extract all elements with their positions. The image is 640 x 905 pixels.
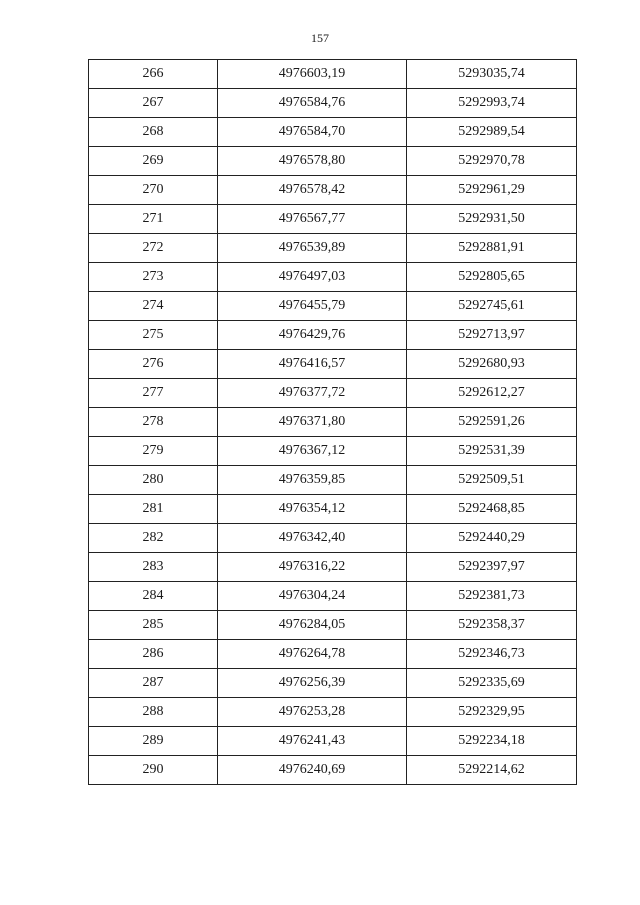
y-coordinate-cell: 5292961,29	[407, 176, 577, 205]
table-row	[89, 466, 577, 495]
point-number-cell: 286	[89, 640, 218, 669]
x-coordinate-cell: 4976359,85	[218, 466, 407, 495]
y-coordinate-cell: 5292468,85	[407, 495, 577, 524]
point-number-cell: 283	[89, 553, 218, 582]
y-coordinate-cell: 5292805,65	[407, 263, 577, 292]
x-coordinate-cell: 4976256,39	[218, 669, 407, 698]
y-coordinate-cell: 5292358,37	[407, 611, 577, 640]
point-number-cell: 269	[89, 147, 218, 176]
point-number-cell: 268	[89, 118, 218, 147]
x-coordinate-cell: 4976284,05	[218, 611, 407, 640]
table-row	[89, 408, 577, 437]
y-coordinate-cell: 5292993,74	[407, 89, 577, 118]
point-number-cell: 279	[89, 437, 218, 466]
point-number-cell: 274	[89, 292, 218, 321]
y-coordinate-cell: 5292989,54	[407, 118, 577, 147]
y-coordinate-cell: 5292745,61	[407, 292, 577, 321]
point-number-cell: 285	[89, 611, 218, 640]
x-coordinate-cell: 4976304,24	[218, 582, 407, 611]
y-coordinate-cell: 5292881,91	[407, 234, 577, 263]
point-number-cell: 282	[89, 524, 218, 553]
coordinates-table-body	[89, 60, 577, 785]
x-coordinate-cell: 4976240,69	[218, 756, 407, 785]
y-coordinate-cell: 5292612,27	[407, 379, 577, 408]
point-number-cell: 270	[89, 176, 218, 205]
point-number-cell: 271	[89, 205, 218, 234]
table-row	[89, 727, 577, 756]
point-number-cell: 278	[89, 408, 218, 437]
point-number-cell: 276	[89, 350, 218, 379]
table-row	[89, 89, 577, 118]
point-number-cell: 267	[89, 89, 218, 118]
table-row	[89, 118, 577, 147]
point-number-cell: 287	[89, 669, 218, 698]
page-number: 157	[311, 31, 329, 45]
x-coordinate-cell: 4976455,79	[218, 292, 407, 321]
table-row	[89, 263, 577, 292]
table-row	[89, 640, 577, 669]
x-coordinate-cell: 4976584,70	[218, 118, 407, 147]
y-coordinate-cell: 5292214,62	[407, 756, 577, 785]
y-coordinate-cell: 5292397,97	[407, 553, 577, 582]
table-row	[89, 60, 577, 89]
table-row	[89, 176, 577, 205]
y-coordinate-cell: 5293035,74	[407, 60, 577, 89]
y-coordinate-cell: 5292931,50	[407, 205, 577, 234]
point-number-cell: 277	[89, 379, 218, 408]
y-coordinate-cell: 5292713,97	[407, 321, 577, 350]
x-coordinate-cell: 4976367,12	[218, 437, 407, 466]
y-coordinate-cell: 5292335,69	[407, 669, 577, 698]
x-coordinate-cell: 4976578,80	[218, 147, 407, 176]
y-coordinate-cell: 5292381,73	[407, 582, 577, 611]
y-coordinate-cell: 5292591,26	[407, 408, 577, 437]
point-number-cell: 272	[89, 234, 218, 263]
table-row	[89, 437, 577, 466]
table-row	[89, 524, 577, 553]
point-number-cell: 266	[89, 60, 218, 89]
table-row	[89, 698, 577, 727]
x-coordinate-cell: 4976241,43	[218, 727, 407, 756]
x-coordinate-cell: 4976371,80	[218, 408, 407, 437]
table-row	[89, 321, 577, 350]
point-number-cell: 288	[89, 698, 218, 727]
point-number-cell: 290	[89, 756, 218, 785]
x-coordinate-cell: 4976316,22	[218, 553, 407, 582]
table-row	[89, 669, 577, 698]
x-coordinate-cell: 4976584,76	[218, 89, 407, 118]
y-coordinate-cell: 5292531,39	[407, 437, 577, 466]
x-coordinate-cell: 4976539,89	[218, 234, 407, 263]
table-row	[89, 553, 577, 582]
y-coordinate-cell: 5292329,95	[407, 698, 577, 727]
point-number-cell: 275	[89, 321, 218, 350]
x-coordinate-cell: 4976342,40	[218, 524, 407, 553]
table-row	[89, 379, 577, 408]
table-row	[89, 205, 577, 234]
point-number-cell: 289	[89, 727, 218, 756]
x-coordinate-cell: 4976264,78	[218, 640, 407, 669]
coordinates-table	[88, 59, 577, 785]
y-coordinate-cell: 5292680,93	[407, 350, 577, 379]
x-coordinate-cell: 4976497,03	[218, 263, 407, 292]
table-row	[89, 350, 577, 379]
table-row	[89, 611, 577, 640]
table-row	[89, 292, 577, 321]
y-coordinate-cell: 5292346,73	[407, 640, 577, 669]
point-number-cell: 281	[89, 495, 218, 524]
table-row	[89, 756, 577, 785]
x-coordinate-cell: 4976377,72	[218, 379, 407, 408]
x-coordinate-cell: 4976253,28	[218, 698, 407, 727]
x-coordinate-cell: 4976567,77	[218, 205, 407, 234]
point-number-cell: 284	[89, 582, 218, 611]
table-row	[89, 495, 577, 524]
point-number-cell: 280	[89, 466, 218, 495]
table-row	[89, 582, 577, 611]
y-coordinate-cell: 5292509,51	[407, 466, 577, 495]
y-coordinate-cell: 5292440,29	[407, 524, 577, 553]
x-coordinate-cell: 4976578,42	[218, 176, 407, 205]
point-number-cell: 273	[89, 263, 218, 292]
x-coordinate-cell: 4976416,57	[218, 350, 407, 379]
table-row	[89, 234, 577, 263]
y-coordinate-cell: 5292970,78	[407, 147, 577, 176]
x-coordinate-cell: 4976429,76	[218, 321, 407, 350]
table-row	[89, 147, 577, 176]
x-coordinate-cell: 4976603,19	[218, 60, 407, 89]
x-coordinate-cell: 4976354,12	[218, 495, 407, 524]
y-coordinate-cell: 5292234,18	[407, 727, 577, 756]
